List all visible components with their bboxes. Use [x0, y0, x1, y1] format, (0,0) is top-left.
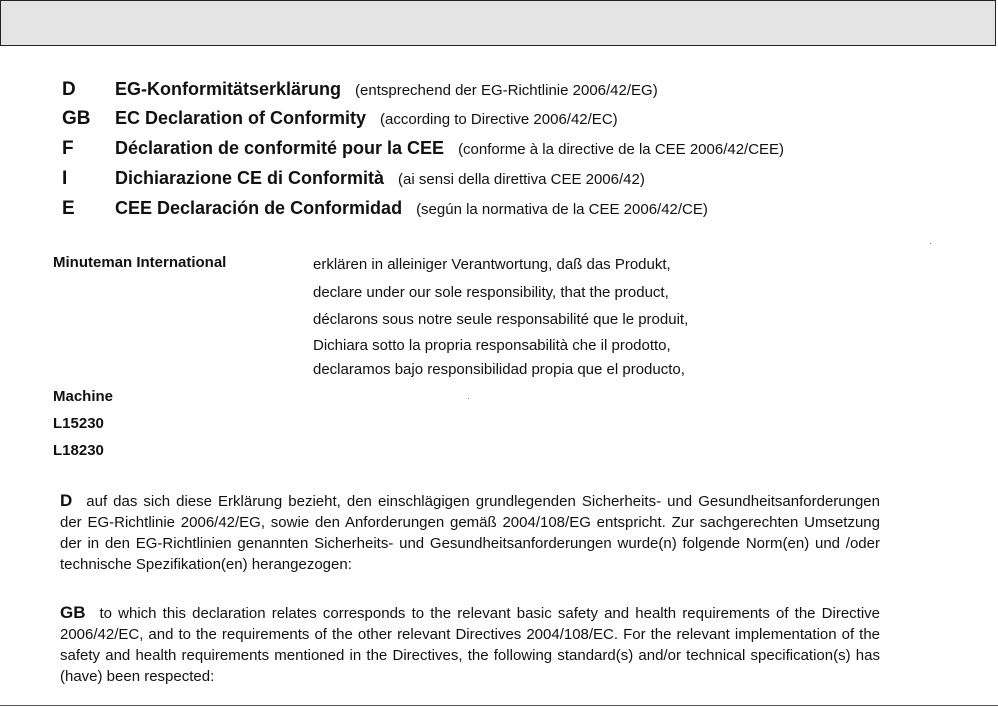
- language-code: F: [62, 138, 74, 159]
- language-code: D: [62, 79, 76, 100]
- paragraph-text: to which this declaration relates corresponds to the relevant basic safety and health requirements of the Directive 2006/42/EC, and to the requirements of the other relevant Directives 2004/108/EC. For the relevant implementation of the safety and health requirements mentioned in the Directives, the following standard(s) and/or technical specification(s) has (have) been respected:: [60, 605, 880, 685]
- scan-speck: [468, 398, 469, 399]
- responsibility-line-es: declaramos bajo responsibilidad propia que el producto,: [313, 361, 685, 378]
- declaration-row-d: [62, 79, 658, 105]
- declaration-row-i: [62, 168, 645, 194]
- language-code: D: [60, 491, 73, 510]
- model-number: L15230: [53, 415, 104, 432]
- declaration-row-e: [62, 198, 708, 224]
- header-bar: [0, 0, 996, 46]
- declaration-row-gb: [62, 108, 618, 134]
- responsibility-line-de: erklären in alleiniger Verantwortung, daß das Produkt,: [313, 256, 671, 273]
- model-number: L18230: [53, 442, 104, 459]
- language-code: GB: [62, 108, 91, 129]
- declaration-title: Dichiarazione CE di Conformità: [115, 168, 385, 188]
- language-code: I: [62, 168, 68, 189]
- conformity-paragraph-d: [60, 490, 880, 575]
- directive-note: (entsprechend der EG-Richtlinie 2006/42/EG): [355, 82, 658, 99]
- language-code: E: [62, 198, 75, 219]
- directive-note: (according to Directive 2006/42/EC): [380, 111, 618, 128]
- scan-speck: [930, 243, 931, 244]
- page-bottom-border: [0, 705, 998, 706]
- language-code: GB: [60, 603, 86, 622]
- directive-note: (conforme à la directive de la CEE 2006/42/CEE): [458, 141, 785, 158]
- declaration-title: Déclaration de conformité pour la CEE: [115, 138, 445, 158]
- declaration-row-f: [62, 138, 784, 164]
- company-name: Minuteman International: [53, 254, 227, 271]
- directive-note: (según la normativa de la CEE 2006/42/CE): [416, 201, 708, 218]
- declaration-title: EG-Konformitätserklärung: [115, 79, 342, 99]
- declaration-title: CEE Declaración de Conformidad: [115, 198, 403, 218]
- responsibility-line-en: declare under our sole responsibility, that the product,: [313, 284, 669, 301]
- responsibility-line-it: Dichiara sotto la propria responsabilità che il prodotto,: [313, 337, 671, 354]
- directive-note: (ai sensi della direttiva CEE 2006/42): [398, 171, 645, 188]
- declaration-title: EC Declaration of Conformity: [115, 108, 367, 128]
- conformity-paragraph-gb: [60, 602, 880, 687]
- paragraph-text: auf das sich diese Erklärung bezieht, den einschlägigen grundlegenden Sicherheits- und Gesundheitsanforderungen der EG-Richtlinie 2006/42/EG, sowie den Anforderungen gemäß 2004/108/EG entspricht. Zur sachgerechten Umsetzung der in den EG-Richtlinien genannten Sicherheits- und Gesundheitsanforderungen wurde(n) folgende Norm(en) und /oder technische Spezifikation(en) herangezogen:: [60, 493, 880, 573]
- machine-label: Machine: [53, 388, 114, 405]
- responsibility-line-fr: déclarons sous notre seule responsabilité que le produit,: [313, 311, 689, 328]
